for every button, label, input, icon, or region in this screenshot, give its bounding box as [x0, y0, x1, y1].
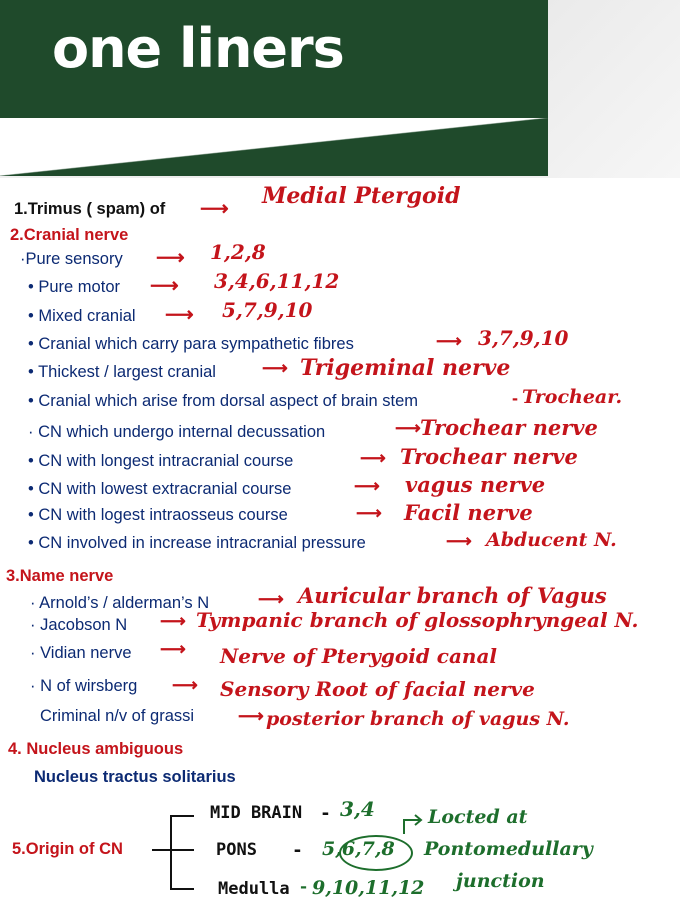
item-answer: 3,4,6,11,12 — [214, 269, 340, 293]
arrow-icon: ⟶ — [160, 639, 186, 659]
list-item: • CN involved in increase intracranial pressure — [28, 534, 366, 552]
bracket-middle — [170, 849, 194, 851]
item-answer: Auricular branch of Vagus — [298, 583, 607, 608]
bracket-vertical — [170, 815, 172, 889]
item-answer: Trochear nerve — [420, 415, 598, 440]
origin-midbrain-value: 3,4 — [340, 797, 375, 821]
item-question: N of wirsberg — [40, 677, 138, 695]
section-origin-of-cn: 5.Origin of CN — [12, 840, 123, 858]
arrow-icon: ⟶ — [200, 198, 229, 220]
item-answer: 1,2,8 — [210, 240, 266, 264]
item-question: Jacobson N — [40, 616, 128, 634]
arrow-icon: ⟶ — [238, 706, 264, 726]
page-title: one liners — [52, 17, 344, 80]
list-item: · Arnold’s / alderman’s N — [30, 594, 210, 612]
item-question: Pure motor — [38, 278, 120, 296]
note-line-3: junction — [456, 870, 545, 892]
item-trismus-question: 1.Trimus ( spam) of — [14, 200, 166, 218]
arrow-icon: ⟶ — [436, 331, 462, 351]
arrow-icon: ⟶ — [172, 675, 198, 695]
bracket-top — [170, 815, 194, 817]
list-item: ·Pure sensory — [20, 250, 123, 268]
list-item: · Vidian nerve — [30, 644, 132, 662]
item-question: CN involved in increase intracranial pressure — [38, 534, 366, 552]
item-question: Vidian nerve — [40, 644, 132, 662]
item-trismus-answer: Medial Ptergoid — [262, 183, 461, 209]
section-cranial-nerve: 2.Cranial nerve — [10, 226, 129, 244]
list-item: • Thickest / largest cranial — [28, 363, 216, 381]
arrow-icon: ⟶ — [258, 589, 284, 609]
item-answer: posterior branch of vagus N. — [266, 708, 570, 730]
item-answer: Trigeminal nerve — [300, 355, 511, 381]
item-answer: Nerve of Pterygoid canal — [220, 644, 498, 668]
item-answer: Trochear nerve — [400, 444, 578, 469]
item-question: CN which undergo internal decussation — [38, 423, 326, 441]
arrow-icon: ⟶ — [446, 531, 472, 551]
list-item: • Cranial which carry para sympathetic fibres — [28, 335, 354, 353]
list-item: • Pure motor — [28, 278, 120, 296]
item-answer: 3,7,9,10 — [478, 326, 569, 350]
item-answer: Abducent N. — [486, 529, 617, 551]
dash-icon: - — [292, 840, 303, 861]
item-answer: Sensory Root of facial nerve — [220, 677, 535, 701]
origin-pons-label: PONS — [216, 840, 257, 860]
item-question: CN with longest intracranial course — [38, 452, 294, 470]
origin-medulla-value: 9,10,11,12 — [312, 877, 425, 899]
list-item: • CN with logest intraosseus course — [28, 506, 288, 524]
arrow-icon: ⟶ — [354, 476, 380, 496]
highlight-circle — [339, 835, 413, 871]
arrow-icon: ⟶ — [395, 418, 421, 438]
note-line-2: Pontomedullary — [424, 838, 593, 860]
arrow-icon: ⟶ — [356, 503, 382, 523]
origin-midbrain-label: MID BRAIN — [210, 803, 303, 823]
list-item: • Cranial which arise from dorsal aspect of brain stem — [28, 392, 419, 410]
hook-arrow-icon — [398, 808, 428, 838]
item-answer: Trochear. — [522, 386, 623, 408]
list-item: • CN with lowest extracranial course — [28, 480, 292, 498]
list-item: • Mixed cranial — [28, 307, 136, 325]
title-banner-corner — [0, 118, 548, 176]
bracket-stub — [152, 849, 170, 851]
dash-icon: - — [300, 877, 308, 897]
list-item: · N of wirsberg — [30, 677, 138, 695]
item-answer: vagus nerve — [405, 472, 546, 497]
arrow-icon: ⟶ — [360, 448, 386, 468]
item-question: Criminal n/v of grassi — [40, 707, 195, 725]
item-answer: Tympanic branch of glossophryngeal N. — [196, 608, 639, 632]
item-question: CN with logest intraosseus course — [38, 506, 288, 524]
item-question: Cranial which carry para sympathetic fibres — [38, 335, 354, 353]
arrow-icon: ⟶ — [262, 358, 288, 378]
section-name-nerve: 3.Name nerve — [6, 567, 114, 585]
item-question: Mixed cranial — [38, 307, 136, 325]
item-question: Arnold’s / alderman’s N — [39, 594, 210, 612]
dash-icon: - — [320, 803, 331, 824]
dash-icon: - — [512, 388, 518, 408]
item-question: Cranial which arise from dorsal aspect of brain stem — [38, 392, 419, 410]
arrow-icon: ⟶ — [160, 611, 186, 631]
item-question: CN with lowest extracranial course — [38, 480, 292, 498]
section-nucleus-ambiguous: 4. Nucleus ambiguous — [8, 740, 184, 758]
item-question: Thickest / largest cranial — [38, 363, 216, 381]
item-answer: Facil nerve — [404, 500, 533, 525]
note-line-1: Locted at — [428, 806, 528, 828]
item-answer: 5,7,9,10 — [222, 298, 313, 322]
bracket-bottom — [170, 888, 194, 890]
arrow-icon: ⟶ — [150, 275, 179, 297]
nucleus-tractus-solitarius: Nucleus tractus solitarius — [34, 768, 236, 786]
list-item: · Jacobson N — [30, 616, 128, 634]
arrow-icon: ⟶ — [165, 304, 194, 326]
origin-medulla-label: Medulla — [218, 879, 290, 899]
list-item: • CN with longest intracranial course — [28, 452, 294, 470]
item-question: Pure sensory — [25, 250, 123, 268]
origin-pons-value: 5,6,7,8 — [322, 838, 395, 860]
arrow-icon: ⟶ — [156, 247, 185, 269]
list-item: · CN which undergo internal decussation — [28, 423, 326, 441]
